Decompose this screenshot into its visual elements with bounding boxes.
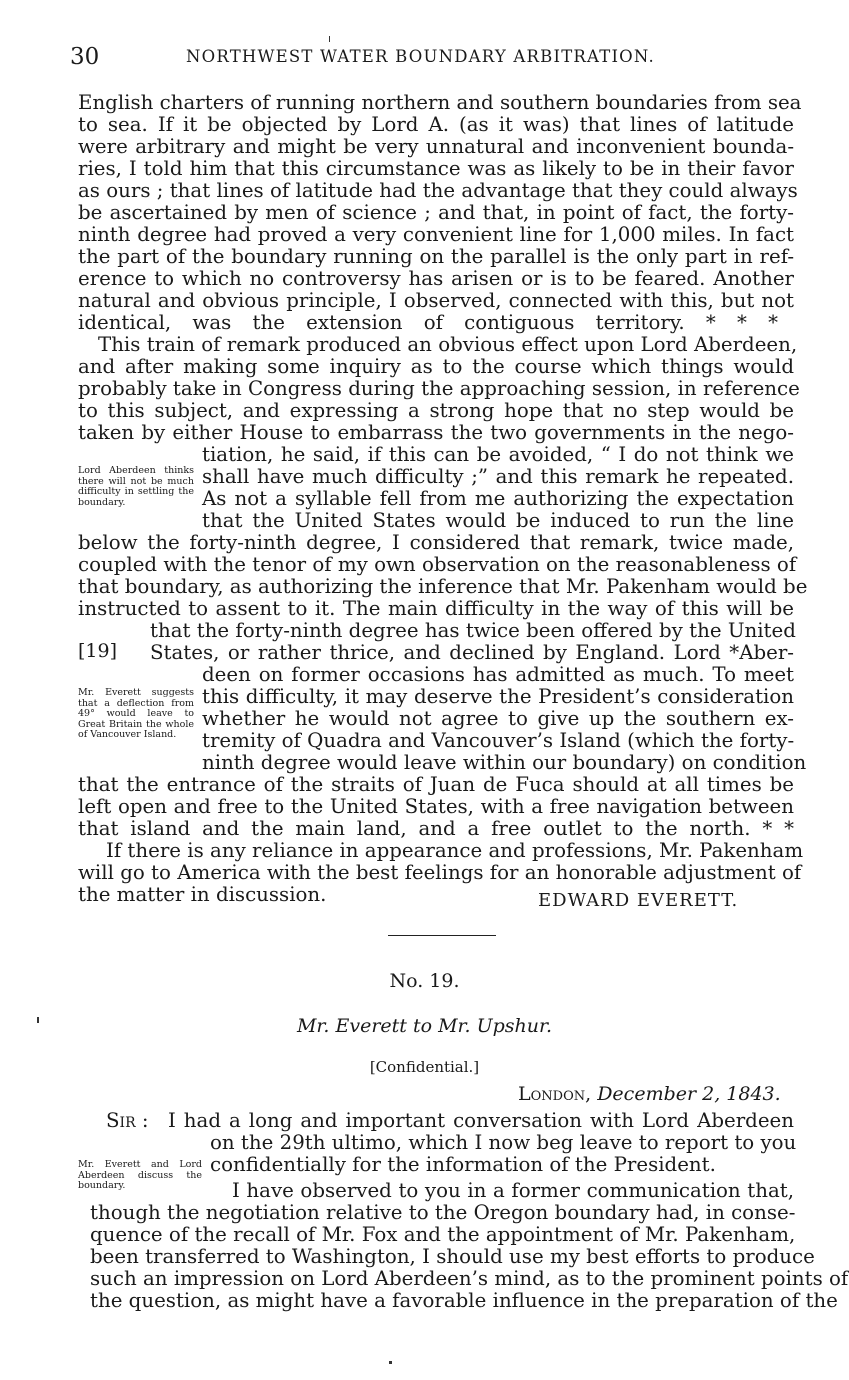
text-line: left open and free to the United States, with a free navigation between bbox=[78, 795, 794, 818]
text-line: erence to which no controversy has arisen or is to be feared. Another bbox=[78, 267, 794, 290]
letter-line: the question, as might have a favorable influence in the preparation of the bbox=[90, 1289, 838, 1312]
print-speck bbox=[329, 36, 330, 42]
text-line: the matter in discussion. bbox=[78, 883, 327, 906]
signature: EDWARD EVERETT. bbox=[538, 890, 739, 911]
running-title: NORTHWEST WATER BOUNDARY ARBITRATION. bbox=[186, 47, 655, 66]
text-line: to this subject, and expressing a strong hope that no step would be bbox=[78, 399, 794, 422]
text-line: that the forty-ninth degree has twice been offered by the United bbox=[150, 619, 796, 642]
page-number: 30 bbox=[70, 44, 100, 70]
letter-line: on the 29th ultimo, which I now beg leave to report to you bbox=[210, 1131, 797, 1154]
text-line: taken by either House to embarrass the two governments in the nego- bbox=[78, 421, 794, 444]
text-line: the part of the boundary running on the parallel is the only part in ref- bbox=[78, 245, 794, 268]
text-line: instructed to assent to it. The main difficulty in the way of this will be bbox=[78, 597, 794, 620]
text-line: identical, was the extension of contiguous territory. * * * bbox=[78, 311, 778, 334]
text-line: As not a syllable fell from me authorizing the expectation bbox=[202, 487, 794, 510]
letter-heading: Mr. Everett to Mr. Upshur. bbox=[296, 1015, 553, 1037]
text-line: tiation, he said, if this can be avoided, “ I do not think we bbox=[202, 443, 794, 466]
salutation-text: Sir : bbox=[106, 1109, 149, 1132]
text-line: that boundary, as authorizing the inference that Mr. Pakenham would be bbox=[78, 575, 808, 598]
salutation bbox=[106, 1110, 149, 1132]
text-line: that island and the main land, and a free outlet to the north. * * bbox=[78, 817, 794, 840]
page-header bbox=[70, 44, 810, 74]
print-speck bbox=[37, 1017, 39, 1023]
section-divider bbox=[388, 935, 496, 936]
letter-line: been transferred to Washington, I should use my best efforts to produce bbox=[90, 1245, 815, 1268]
text-line: If there is any reliance in appearance and professions, Mr. Pakenham bbox=[106, 839, 804, 862]
text-line: shall have much difficulty ;” and this remark he repeated. bbox=[202, 465, 794, 488]
letter-line: though the negotiation relative to the Oregon boundary had, in conse- bbox=[90, 1201, 796, 1224]
text-line: natural and obvious principle, I observed, connected with this, but not bbox=[78, 289, 794, 312]
dateline-place: London, bbox=[518, 1083, 592, 1105]
text-line: ninth degree had proved a very convenient line for 1,000 miles. In fact bbox=[78, 223, 794, 246]
text-line: be ascertained by men of science ; and that, in point of fact, the forty- bbox=[78, 201, 794, 224]
print-speck bbox=[389, 1361, 392, 1364]
letter-line: I had a long and important conversation with Lord Aberdeen bbox=[168, 1109, 794, 1132]
text-line: probably take in Congress during the approaching session, in reference bbox=[78, 377, 800, 400]
text-line: this difficulty, it may deserve the President’s consideration bbox=[202, 685, 794, 708]
text-line: that the entrance of the straits of Juan de Fuca should at all times be bbox=[78, 773, 794, 796]
text-line: coupled with the tenor of my own observation on the reasonableness of bbox=[78, 553, 797, 576]
text-line: deen on former occasions has admitted as much. To meet bbox=[202, 663, 794, 686]
dateline-date: December 2, 1843. bbox=[597, 1083, 781, 1105]
text-line: and after making some inquiry as to the course which things would bbox=[78, 355, 794, 378]
text-line: to sea. If it be objected by Lord A. (as it was) that lines of latitude bbox=[78, 113, 794, 136]
margin-note: Mr. Everett suggests that a deflection from 49° would leave to Great Britain the whole of Vancouver Island. bbox=[78, 687, 194, 740]
document-number: No. 19. bbox=[389, 970, 460, 992]
text-line: ninth degree would leave within our boundary) on condition bbox=[202, 751, 807, 774]
text-line: whether he would not agree to give up the southern ex- bbox=[202, 707, 794, 730]
letter-line: quence of the recall of Mr. Fox and the appointment of Mr. Pakenham, bbox=[90, 1223, 796, 1246]
letter-line: such an impression on Lord Aberdeen’s mind, as to the prominent points of bbox=[90, 1267, 849, 1290]
margin-note: Lord Aberdeen thinks there will not be much difficulty in settling the boundary. bbox=[78, 465, 194, 508]
text-line: were arbitrary and might be very unnatural and inconvenient bounda- bbox=[78, 135, 794, 158]
text-line: English charters of running northern and southern boundaries from sea bbox=[78, 91, 802, 114]
text-line: will go to America with the best feelings for an honorable adjustment of bbox=[78, 861, 802, 884]
confidential-label: [Confidential.] bbox=[369, 1058, 480, 1076]
text-line: below the forty-ninth degree, I considered that remark, twice made, bbox=[78, 531, 794, 554]
page-reference: [19] bbox=[78, 640, 118, 662]
text-line: tremity of Quadra and Vancouver’s Island (which the forty- bbox=[202, 729, 795, 752]
text-line: as ours ; that lines of latitude had the advantage that they could always bbox=[78, 179, 798, 202]
letter-line: confidentially for the information of the President. bbox=[210, 1153, 716, 1176]
text-line: that the United States would be induced to run the line bbox=[202, 509, 794, 532]
text-line: States, or rather thrice, and declined by England. Lord *Aber- bbox=[150, 641, 794, 664]
text-line: ries, I told him that this circumstance was as likely to be in their favor bbox=[78, 157, 794, 180]
dateline bbox=[518, 1083, 781, 1105]
text-line: This train of remark produced an obvious effect upon Lord Aberdeen, bbox=[98, 333, 798, 356]
letter-line: I have observed to you in a former communication that, bbox=[232, 1179, 794, 1202]
margin-note: Mr. Everett and Lord Aberdeen discuss the boundary. bbox=[78, 1159, 202, 1191]
